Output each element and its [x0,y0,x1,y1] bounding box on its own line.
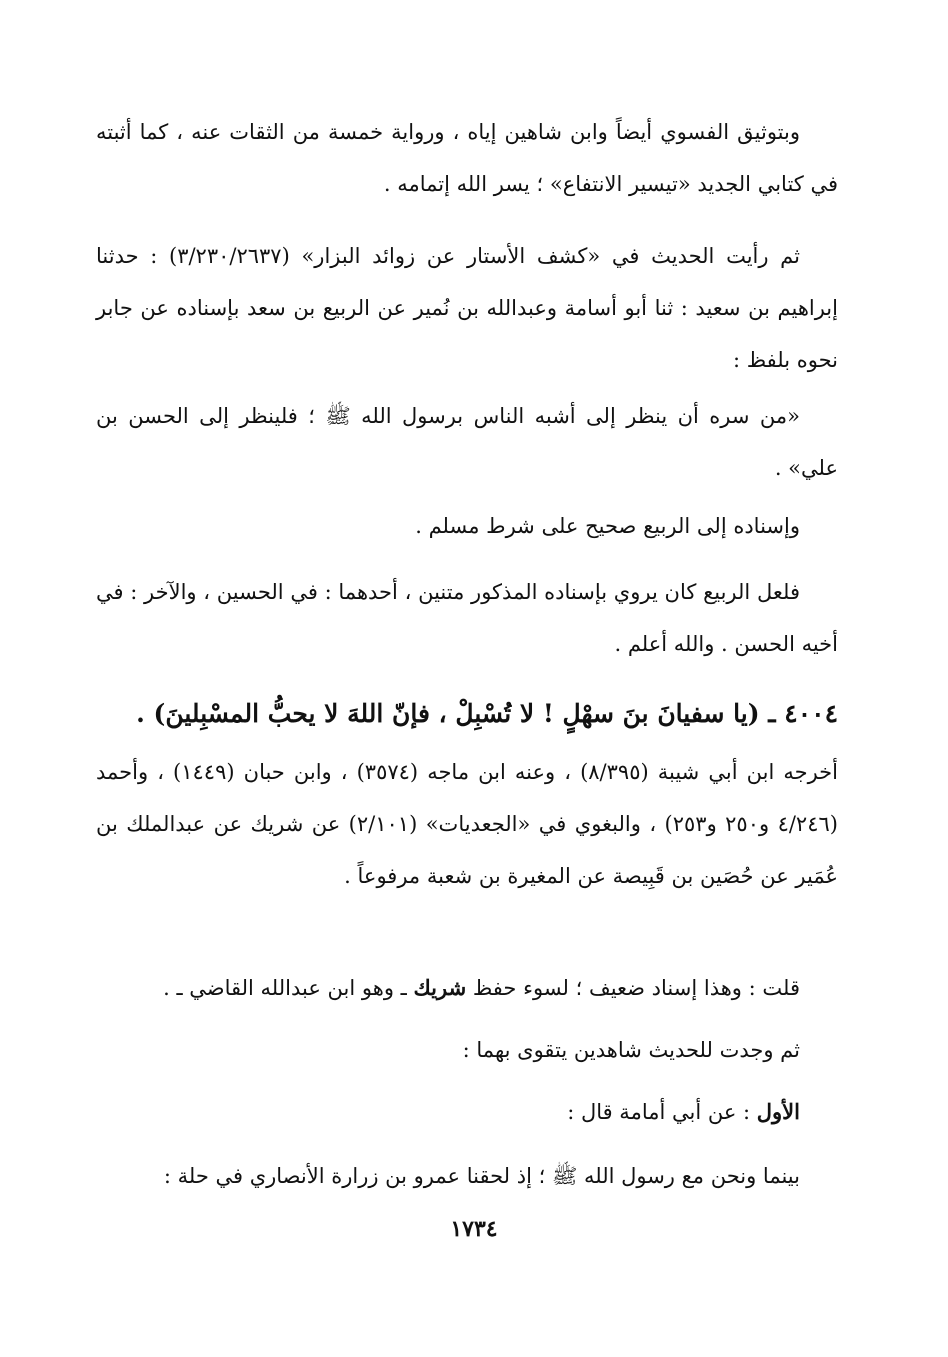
paragraph-9 [96,1086,838,1138]
paragraph-4: وإسناده إلى الربيع صحيح على شرط مسلم . [415,514,800,538]
paragraph-10: بينما ونحن مع رسول الله ﷺ ؛ إذ لحقنا عمرو بن زرارة الأنصاري في حلة : [163,1164,800,1188]
paragraph-2: ثم رأيت الحديث في «كشف الأستار عن زوائد البزار» (٣/٢٣٠/٢٦٣٧) : حدثنا إبراهيم بن سعيد : ثنا أبو أسامة وعبدالله بن نُمير عن الربيع بن سعد بإسناده عن جابر نحوه بلفظ : [96,244,838,372]
first-witness-label: الأول [756,1099,800,1124]
page-number: ١٧٣٤ [450,1216,498,1242]
narrator-name-sharik: شريك [413,975,467,1000]
paragraph-7-text-b: ـ وهو ابن عبدالله القاضي ـ . [163,976,414,1000]
paragraph-8: ثم وجدت للحديث شاهدين يتقوى بهما : [462,1038,800,1062]
paragraph-9-text: : عن أبي أمامة قال : [567,1100,757,1124]
paragraph-6-takhrij: أخرجه ابن أبي شيبة (٨/٣٩٥) ، وعنه ابن ماجه (٣٥٧٤) ، وابن حبان (١٤٤٩) ، وأحمد (٤/٢٤٦ و٢٥٠ و٢٥٣) ، والبغوي في «الجعديات» (٢/١٠١) عن شريك عن عبدالملك بن عُمَير عن حُصَين بن قَبِيصة عن المغيرة بن شعبة مرفوعاً . [96,760,838,888]
hadith-heading-4004: ٤٠٠٤ ـ (يا سفيانَ بنَ سهْلٍ ! لا تُسْبِلْ ، فإنّ اللهَ لا يحبُّ المسْبِلينَ) . [136,699,838,728]
paragraph-7-text-a: قلت : وهذا إسناد ضعيف ؛ لسوء حفظ [466,976,800,1000]
paragraph-3-hadith-quote: «من سره أن ينظر إلى أشبه الناس برسول الله ﷺ ؛ فلينظر إلى الحسن بن علي» . [96,404,838,480]
paragraph-7 [96,962,838,1014]
paragraph-1: وبتوثيق الفسوي أيضاً وابن شاهين إياه ، ورواية خمسة من الثقات عنه ، كما أثبته في كتابي الجديد «تيسير الانتفاع» ؛ يسر الله إتمامه . [96,120,838,196]
paragraph-5: فلعل الربيع كان يروي بإسناده المذكور متنين ، أحدهما : في الحسين ، والآخر : في أخيه الحسن . والله أعلم . [96,580,838,656]
